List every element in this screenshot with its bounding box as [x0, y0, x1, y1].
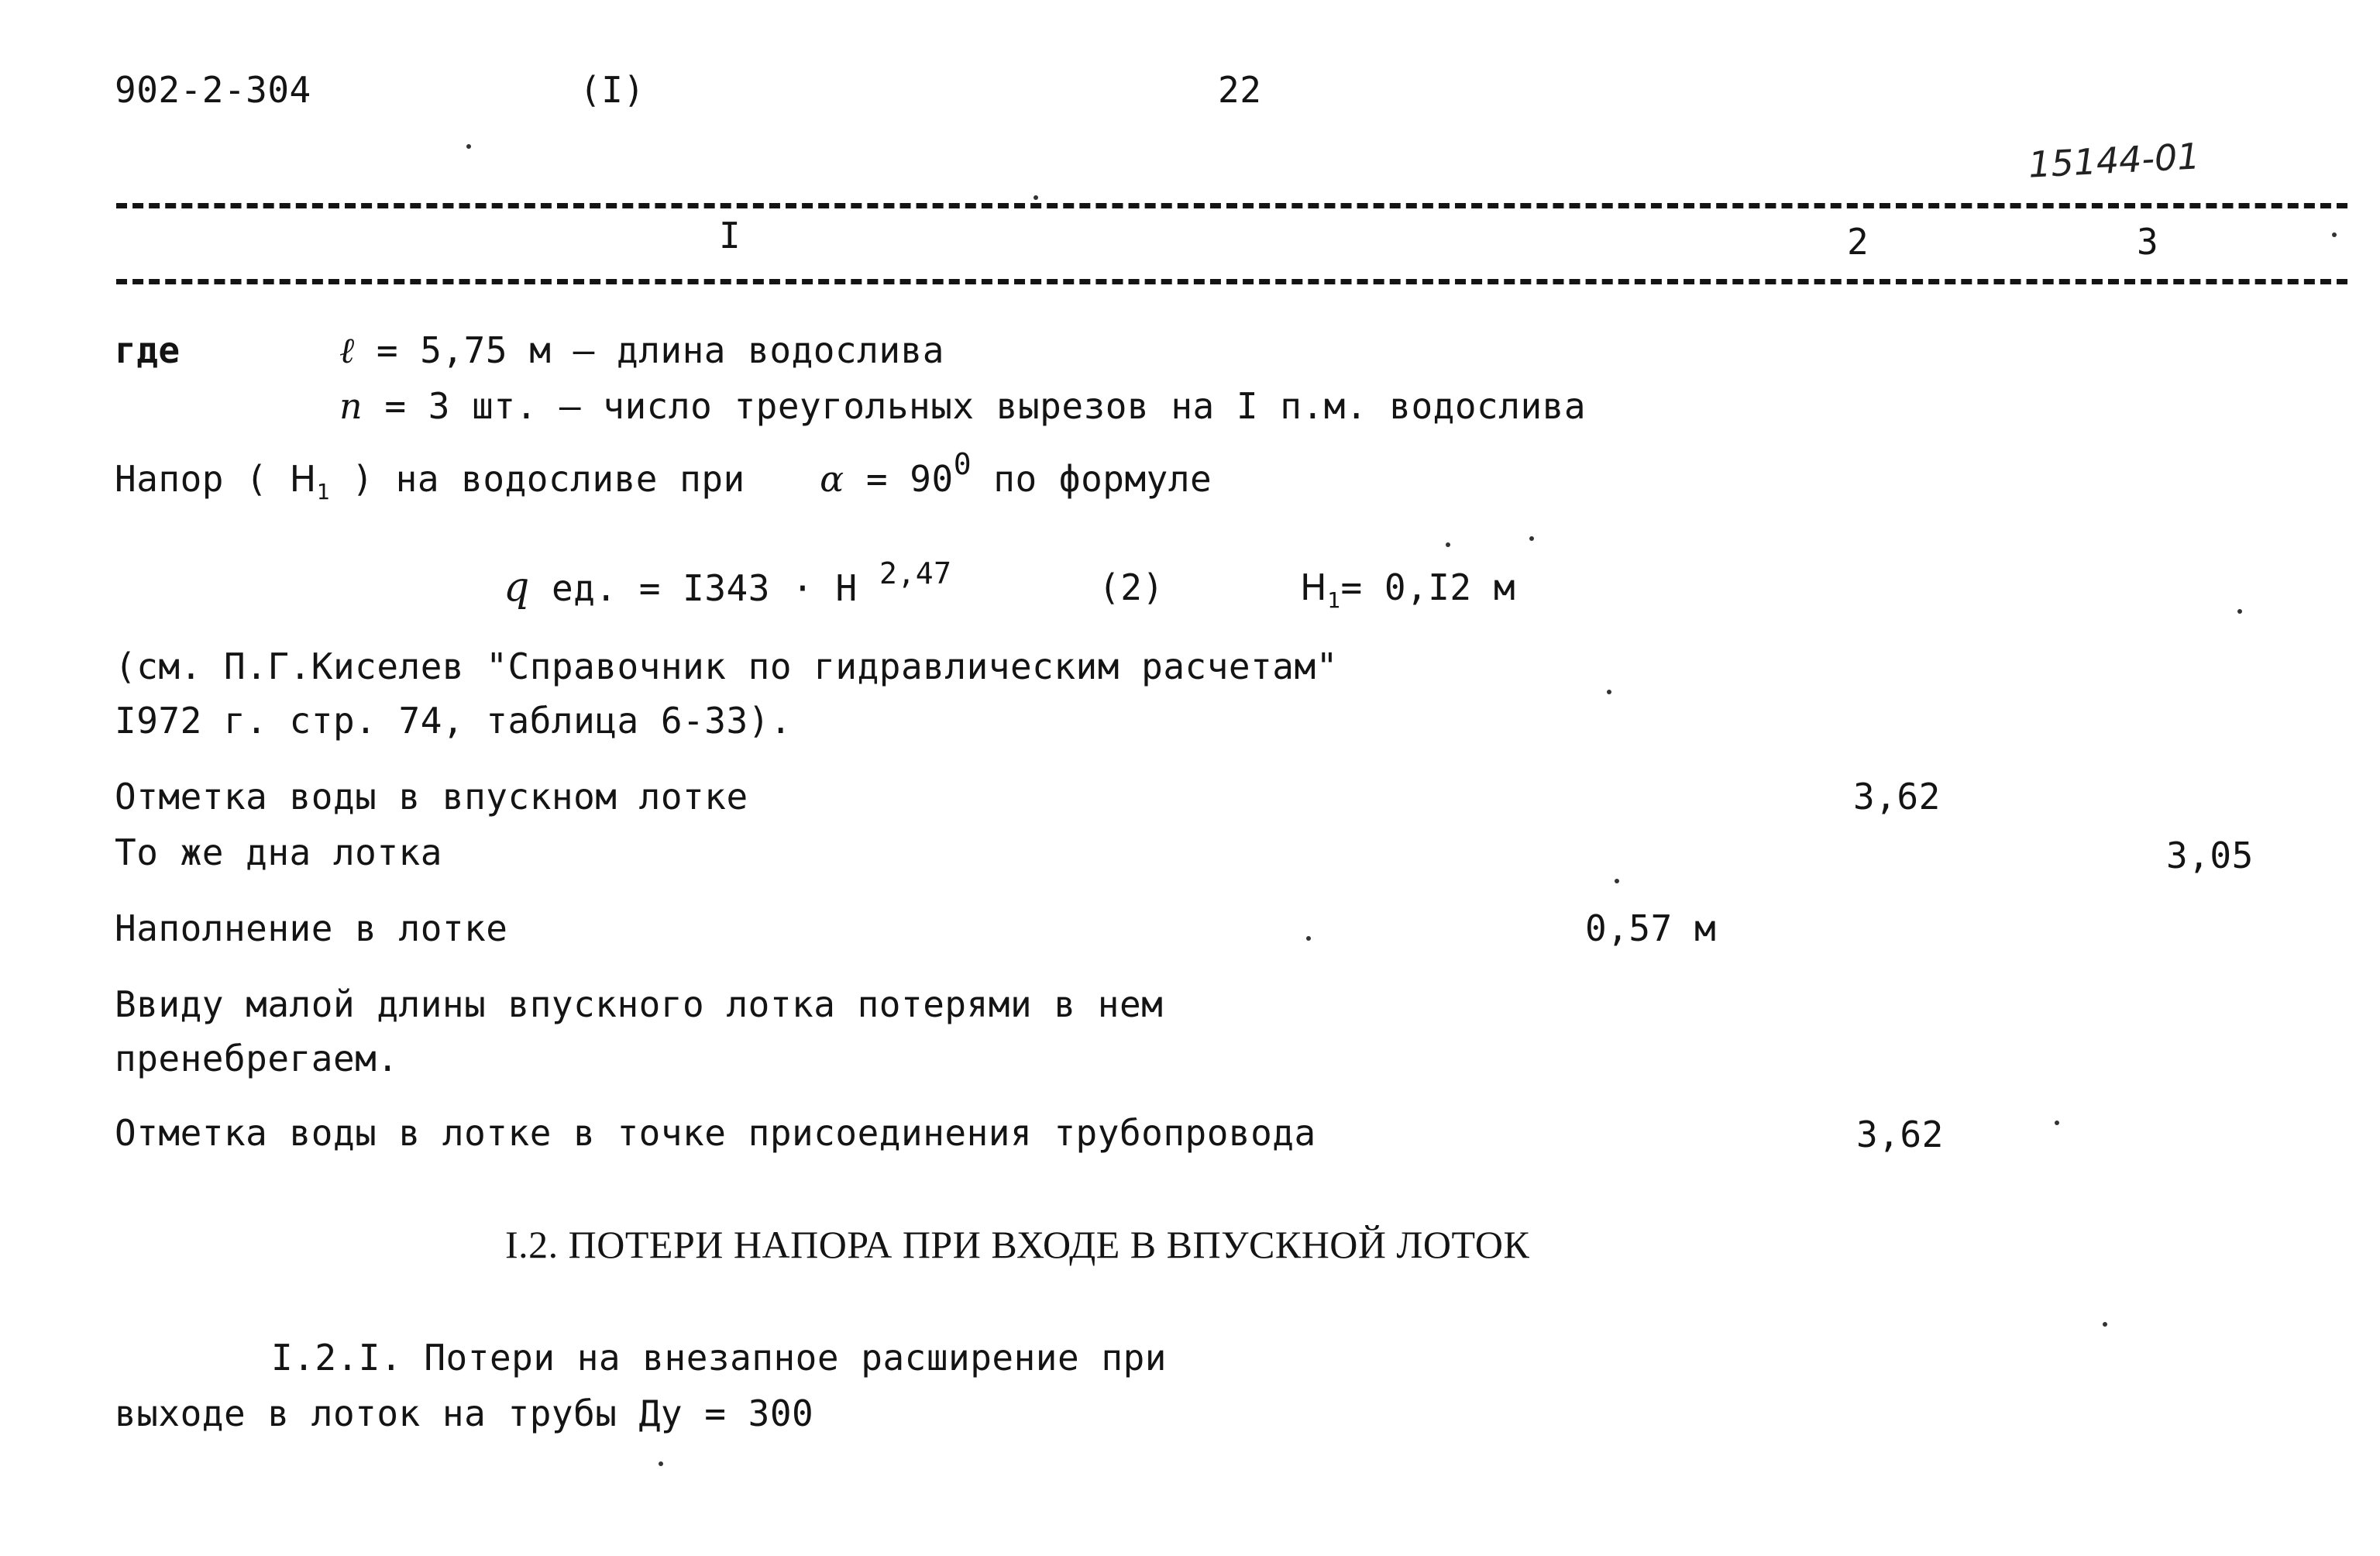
head-middle: ) на водосливе при: [352, 458, 745, 500]
connection-level-label: Отметка воды в лотке в точке присоединения трубопровода: [115, 1112, 1316, 1154]
formula-number: (2): [1099, 566, 1164, 608]
head-symbol: H: [289, 458, 317, 500]
notch-count-text: = 3 шт. – число треугольных вырезов на I п.м. водослива: [384, 385, 1587, 427]
connection-level-value: 3,62: [1856, 1114, 1944, 1155]
column-header-bottom-rule: [116, 279, 2347, 284]
column-header-1: I: [719, 215, 741, 256]
scan-speck: [2332, 232, 2337, 237]
scan-speck: [1306, 936, 1311, 941]
water-level-inlet-label: Отметка воды в впускном лотке: [115, 776, 748, 818]
column-header-2: 2: [1847, 221, 1869, 263]
alpha-text: = 90: [865, 458, 954, 500]
note-line-1: Ввиду малой длины впускного лотка потерями в нем: [115, 983, 1164, 1025]
scan-speck: [1446, 542, 1450, 547]
scan-speck: [1529, 536, 1534, 541]
head-suffix: по формуле: [993, 458, 1212, 500]
part-number: (I): [580, 69, 645, 111]
section-paragraph-line-1: I.2.I. Потери на внезапное расширение при: [271, 1337, 1167, 1379]
page-number: 22: [1218, 69, 1262, 111]
scan-speck: [1607, 690, 1611, 694]
result-text: = 0,I2 м: [1340, 566, 1516, 608]
where-label: где: [115, 329, 181, 371]
scan-speck: [1034, 195, 1038, 200]
scan-speck: [2237, 609, 2242, 614]
length-definition: [339, 329, 944, 372]
head-subscript: 1: [316, 479, 331, 505]
formula-line: [504, 556, 952, 611]
section-paragraph-line-2: выходе в лоток на трубы Ду = 300: [115, 1392, 814, 1434]
q-symbol: q: [504, 564, 530, 611]
formula-exponent: 2,47: [879, 556, 952, 590]
n-symbol: n: [339, 385, 363, 427]
note-line-2: пренебрегаем.: [115, 1038, 399, 1079]
tray-bottom-label: То же дна лотка: [115, 831, 442, 873]
head-prefix: Напор (: [115, 458, 268, 500]
scan-speck: [466, 144, 471, 149]
length-text: = 5,75 м – длина водослива: [376, 329, 944, 371]
handwritten-id: 15144-01: [2027, 135, 2201, 186]
column-header-top-rule: [116, 203, 2347, 208]
document-code: 902-2-304: [115, 69, 311, 111]
formula-lhs: ед. = I343 · H: [552, 567, 858, 609]
scan-speck: [2103, 1322, 2107, 1327]
result-subscript: 1: [1327, 587, 1341, 614]
column-header-3: 3: [2137, 221, 2159, 263]
tray-bottom-value: 3,05: [2166, 835, 2254, 876]
l-symbol: ℓ: [339, 329, 355, 371]
alpha-symbol: α: [820, 458, 844, 500]
water-level-inlet-value: 3,62: [1853, 776, 1941, 818]
result-symbol: H: [1300, 566, 1328, 608]
formula-result: [1300, 566, 1515, 622]
tray-filling-label: Наполнение в лотке: [115, 907, 508, 949]
degree-mark: 0: [953, 446, 972, 481]
section-heading: I.2. ПОТЕРИ НАПОРА ПРИ ВХОДЕ В ВПУСКНОЙ ЛОТОК: [505, 1223, 1530, 1266]
head-formula-intro: [115, 446, 1212, 514]
notch-count-definition: [339, 384, 1586, 428]
scan-speck: [659, 1461, 663, 1466]
tray-filling-value: 0,57 м: [1585, 907, 1717, 949]
scan-speck: [2055, 1121, 2059, 1125]
reference-line-1: (см. П.Г.Киселев "Справочник по гидравлическим расчетам": [115, 645, 1338, 687]
reference-line-2: I972 г. стр. 74, таблица 6-33).: [115, 700, 793, 742]
scan-speck: [1615, 879, 1619, 883]
